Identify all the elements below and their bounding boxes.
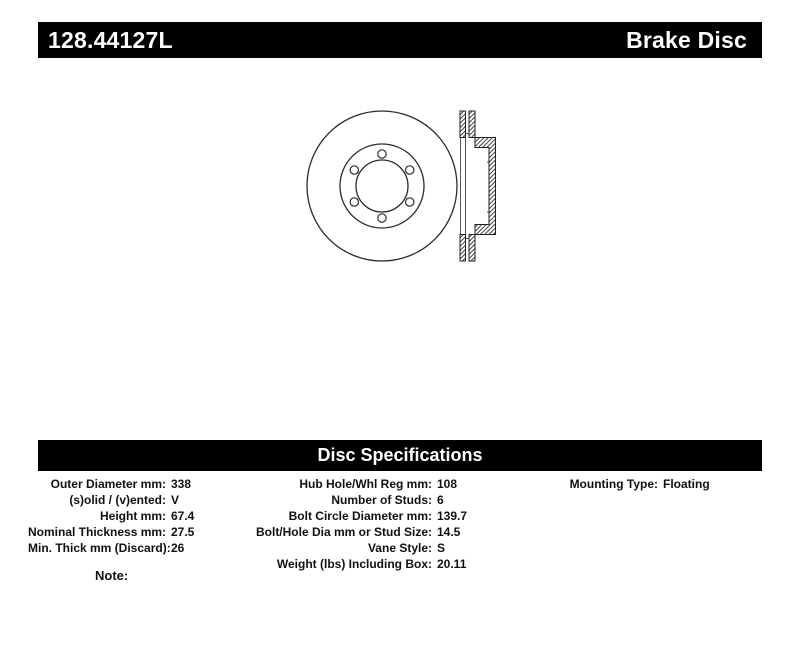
spec-row-bolt-circle-diameter [240,508,467,524]
spec-column-right [498,476,710,492]
spec-label: Vane Style: [367,541,432,555]
spec-section-title: Disc Specifications [317,445,483,465]
spec-label: Mounting Type: [569,477,658,491]
spec-value: 14.5 [437,525,461,539]
spec-value: 108 [437,477,458,491]
part-number: 128.44127L [48,26,173,53]
spec-section-title-bar [38,440,762,471]
spec-column-middle [240,476,467,572]
spec-value: 20.11 [437,557,467,571]
stud-holes [350,150,414,222]
cross-section-thin-lines [461,134,491,239]
hat-section [475,138,496,235]
spec-value: 67.4 [171,509,195,523]
spec-label: Bolt/Hole Dia mm or Stud Size: [255,525,432,539]
rotor-outer-edge [307,111,457,261]
outboard-plate-bottom [460,235,466,262]
spec-label: Weight (lbs) Including Box: [276,557,432,571]
spec-label: Min. Thick mm (Discard): [28,541,171,555]
product-type-title: Brake Disc [626,26,747,53]
spec-value: 27.5 [171,525,195,539]
hub-hole [356,160,408,212]
spec-value: 26 [171,541,185,555]
spec-value: 139.7 [437,509,468,523]
hat-edge [340,144,424,228]
spec-column-left [28,476,194,556]
spec-row-nominal-thickness [28,524,194,540]
spec-row-weight [240,556,467,572]
brake-disc-technical-drawing [280,88,520,278]
spec-label: Outer Diameter mm: [50,477,166,491]
spec-row-min-thick [28,540,194,556]
spec-label: Number of Studs: [331,493,432,507]
note-label: Note: [95,568,129,583]
spec-value: V [171,493,180,507]
spec-value: Floating [663,477,710,491]
spec-row-height [28,508,194,524]
spec-row-outer-diameter [28,476,194,492]
inboard-plate-top [469,111,475,138]
spec-row-solid-vented [28,492,194,508]
spec-row-number-of-studs [240,492,467,508]
spec-label: Bolt Circle Diameter mm: [288,509,432,523]
spec-row-bolt-hole-dia [240,524,467,540]
spec-value: 338 [171,477,192,491]
spec-value: 6 [437,493,444,507]
brake-disc-front-view [307,111,457,261]
spec-label: Height mm: [100,509,166,523]
spec-value: S [437,541,446,555]
spec-label: (s)olid / (v)ented: [69,493,166,507]
spec-label: Nominal Thickness mm: [28,525,167,539]
spec-row-mounting-type [498,476,710,492]
spec-row-hub-hole [240,476,467,492]
outboard-plate-top [460,111,466,138]
spec-row-vane-style [240,540,467,556]
header-bar [38,22,762,58]
spec-label: Hub Hole/Whl Reg mm: [299,477,432,491]
inboard-plate-bottom [469,235,475,262]
